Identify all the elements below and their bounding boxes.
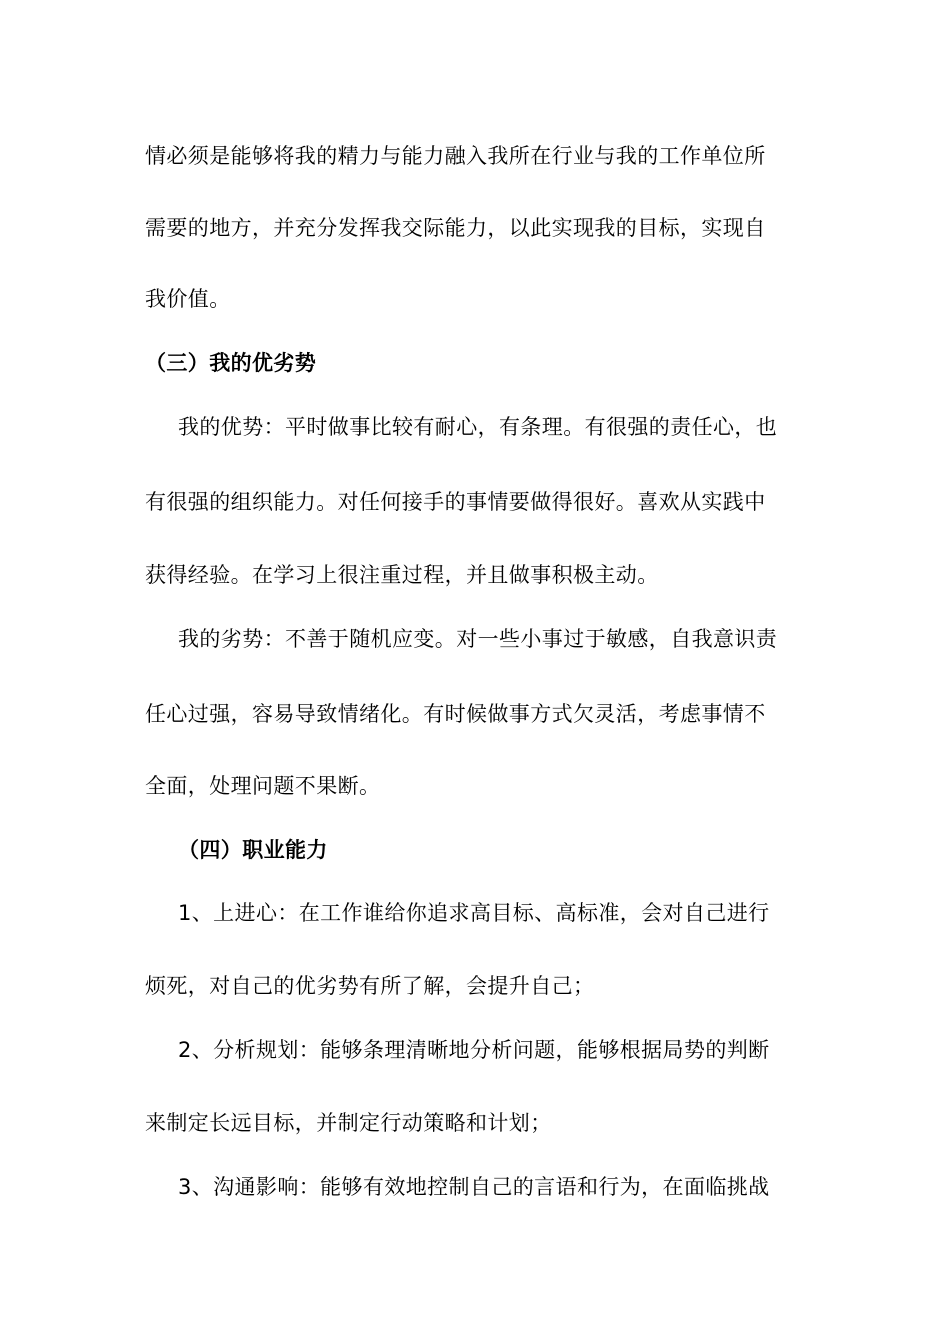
text-line: 全面，处理问题不果断。 xyxy=(145,774,381,798)
text-line: 3、沟通影响：能够有效地控制自己的言语和行为，在面临挑战 xyxy=(178,1175,770,1199)
text-line: 情必须是能够将我的精力与能力融入我所在行业与我的工作单位所 xyxy=(145,144,766,168)
text-line: 任心过强，容易导致情绪化。有时候做事方式欠灵活，考虑事情不 xyxy=(145,702,766,726)
section-heading-career-ability: （四）职业能力 xyxy=(178,838,328,862)
text-line: 来制定长远目标，并制定行动策略和计划； xyxy=(145,1111,552,1135)
text-line: 1、上进心：在工作谁给你追求高目标、高标准，会对自己进行 xyxy=(178,901,770,925)
text-line: 我的劣势：不善于随机应变。对一些小事过于敏感，自我意识责 xyxy=(178,627,778,651)
text-line: 有很强的组织能力。对任何接手的事情要做得很好。喜欢从实践中 xyxy=(145,490,766,514)
text-line: 需要的地方，并充分发挥我交际能力，以此实现我的目标，实现自 xyxy=(145,216,766,240)
text-line: 2、分析规划：能够条理清晰地分析问题，能够根据局势的判断 xyxy=(178,1038,770,1062)
text-line: 我价值。 xyxy=(145,287,231,311)
text-line: 获得经验。在学习上很注重过程，并且做事积极主动。 xyxy=(145,563,659,587)
section-heading-advantages: （三）我的优劣势 xyxy=(145,351,317,375)
text-line: 烦死，对自己的优劣势有所了解，会提升自己； xyxy=(145,974,595,998)
text-line: 我的优势：平时做事比较有耐心，有条理。有很强的责任心，也 xyxy=(178,415,778,439)
